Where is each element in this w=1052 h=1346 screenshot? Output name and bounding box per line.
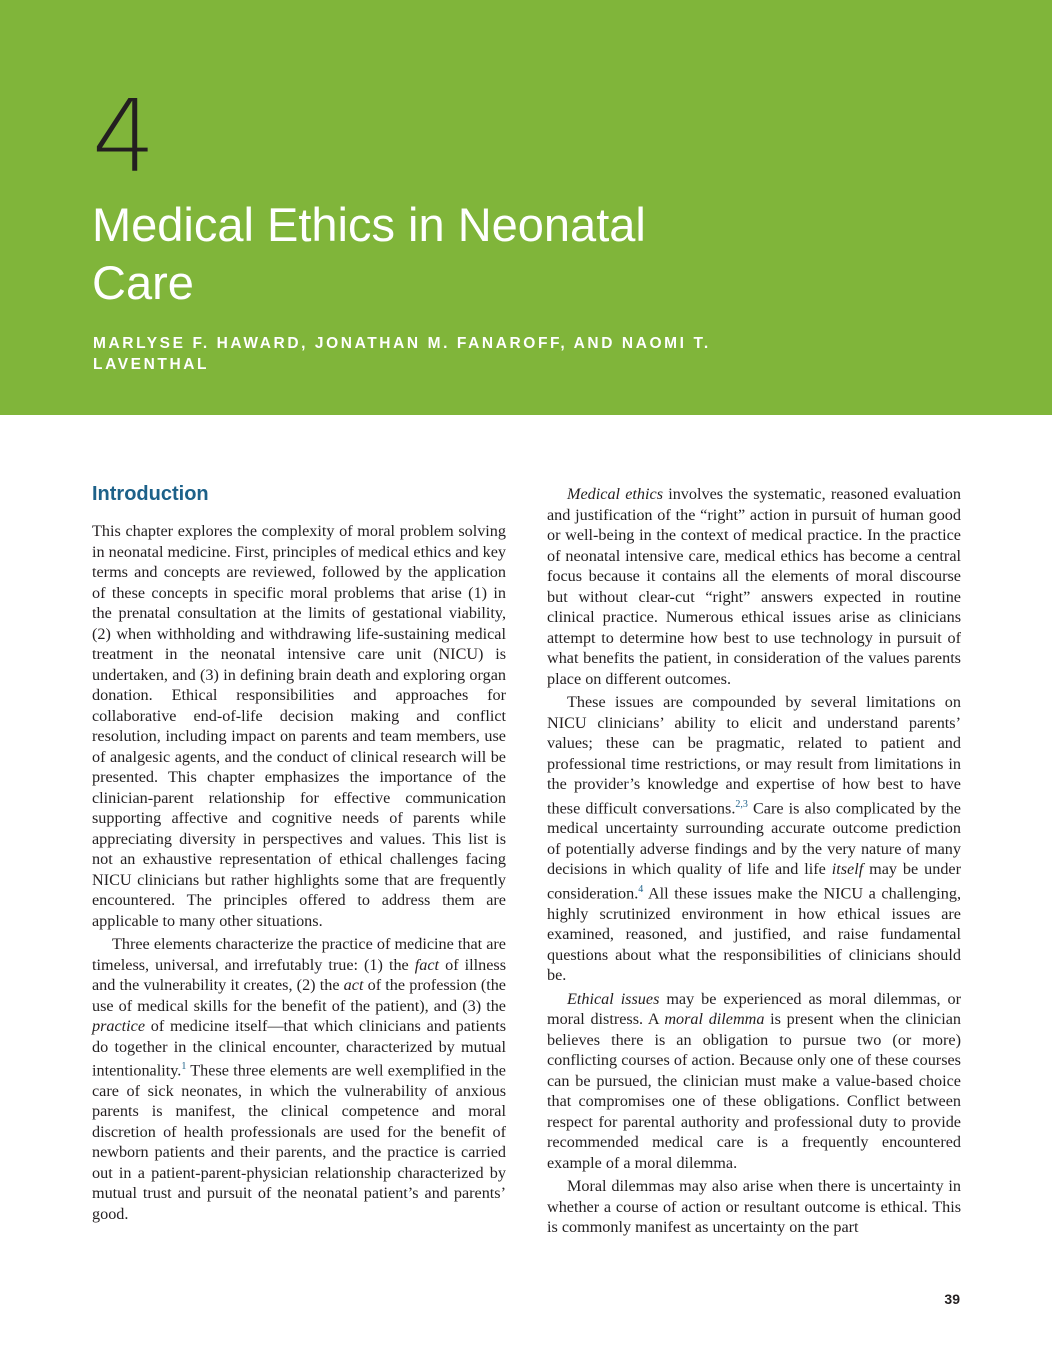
chapter-title: Medical Ethics in Neonatal Care bbox=[92, 198, 646, 309]
chapter-number: 4 bbox=[92, 78, 154, 195]
reference-link[interactable]: 2,3 bbox=[735, 798, 748, 810]
paragraph: These issues are compounded by several limitations on NICU clinicians’ ability to elicit and understand parents’ values; these can be pragmatic, related to patient and professional time restrictions, or may result from limitations in the provider’s knowledge and expertise of how best to have these difficult conversations.$^{2,3}$ Care is also complicated by the medical uncertainty surrounding accurate outcome prediction of potentially adverse findings and by the very nature of many decisions in which quality of life and life itself may be under consideration.$^4$ All these issues make the NICU a challenging, highly scrutinized environment in how ethical issues are examined, reasoned, and justified, and raise fundamental questions about what the responsibilities of clinicians should be. bbox=[547, 693, 961, 985]
paragraph: Medical ethics involves the systematic, reasoned evaluation and justification of the “right” action in pursuit of human good or well-being in the context of medical practice. In the practice of neonatal intensive care, medical ethics has become a central focus because it contains all the elements of moral discourse but without clear-cut “right” answers expected in routine clinical practice. Numerous ethical issues arise as clinicians attempt to determine how best to use technology in pursuit of what benefits the patient, in consideration of the values parents place on different outcomes. bbox=[547, 485, 961, 688]
left-column bbox=[92, 481, 506, 1224]
reference-link[interactable]: 1 bbox=[181, 1061, 187, 1072]
right-column bbox=[547, 484, 961, 1238]
paragraph: This chapter explores the complexity of moral problem solving in neonatal medicine. First, principles of medical ethics and key terms and concepts are reviewed, followed by the application of these concepts in specific moral problems that arise (1) in the prenatal consultation at the limits of gestational viability, (2) when withholding and withdrawing life-sustaining medical treatment in the neonatal intensive care unit (NICU) is undertaken, and (3) in defining brain death and exploring organ donation. Ethical responsibilities and approaches for collaborative end-of-life decision making and conflict resolution, including impact on parents and team members, use of analgesic agents, and the conduct of clinical research will be presented. This chapter emphasizes the importance of the clinician-parent relationship for effective communication supporting affective and cognitive needs of parents while appreciating diversity in perspectives and values. This list is not an exhaustive representation of ethical challenges facing NICU clinicians but rather highlights some that are frequently encountered. The principles offered to address them are applicable to many other situations. bbox=[92, 522, 507, 930]
paragraph: Ethical issues may be experienced as moral dilemmas, or moral distress. A moral dilemma is present when the clinician believes there is an obligation to pursue two (or more) conflicting courses of action. Because only one of these courses can be pursued, the clinician must make a value-based choice that compromises one of these obligations. Conflict between respect for parental authority and professional duty to provide recommended medical care is a frequently encountered example of a moral dilemma. bbox=[547, 989, 961, 1172]
reference-link[interactable]: 4 bbox=[638, 883, 644, 895]
paragraph: Moral dilemmas may also arise when there is uncertainty in whether a course of action or resultant outcome is ethical. This is commonly manifest as uncertainty on the part bbox=[547, 1177, 961, 1237]
page-number: 39 bbox=[944, 1291, 960, 1307]
paragraph: Three elements characterize the practice of medicine that are timeless, universal, and irrefutably true: (1) the fact of illness and the vulnerability it creates, (2) the act of the profession (the use of medical skills for the benefit of the patient), and (3) the practice of medicine itself—that which clinicians and patients do together in the clinical encounter, characterized by mutual intentionality.$^1$ These three elements are well exemplified in the care of sick neonates, in which the vulnerability of anxious parents is manifest, the clinical competence and moral discretion of health professionals are used for the benefit of newborn patients and their parents, and the practice is carried out in a patient-parent-physician relationship characterized by mutual trust and pursuit of the neonatal patient’s and parents’ good. bbox=[92, 935, 507, 1223]
section-heading-introduction: Introduction bbox=[92, 483, 209, 505]
chapter-banner bbox=[0, 0, 1052, 415]
chapter-authors: MARLYSE F. HAWARD, JONATHAN M. FANAROFF, AND NAOMI T. LAVENTHAL bbox=[93, 335, 711, 373]
